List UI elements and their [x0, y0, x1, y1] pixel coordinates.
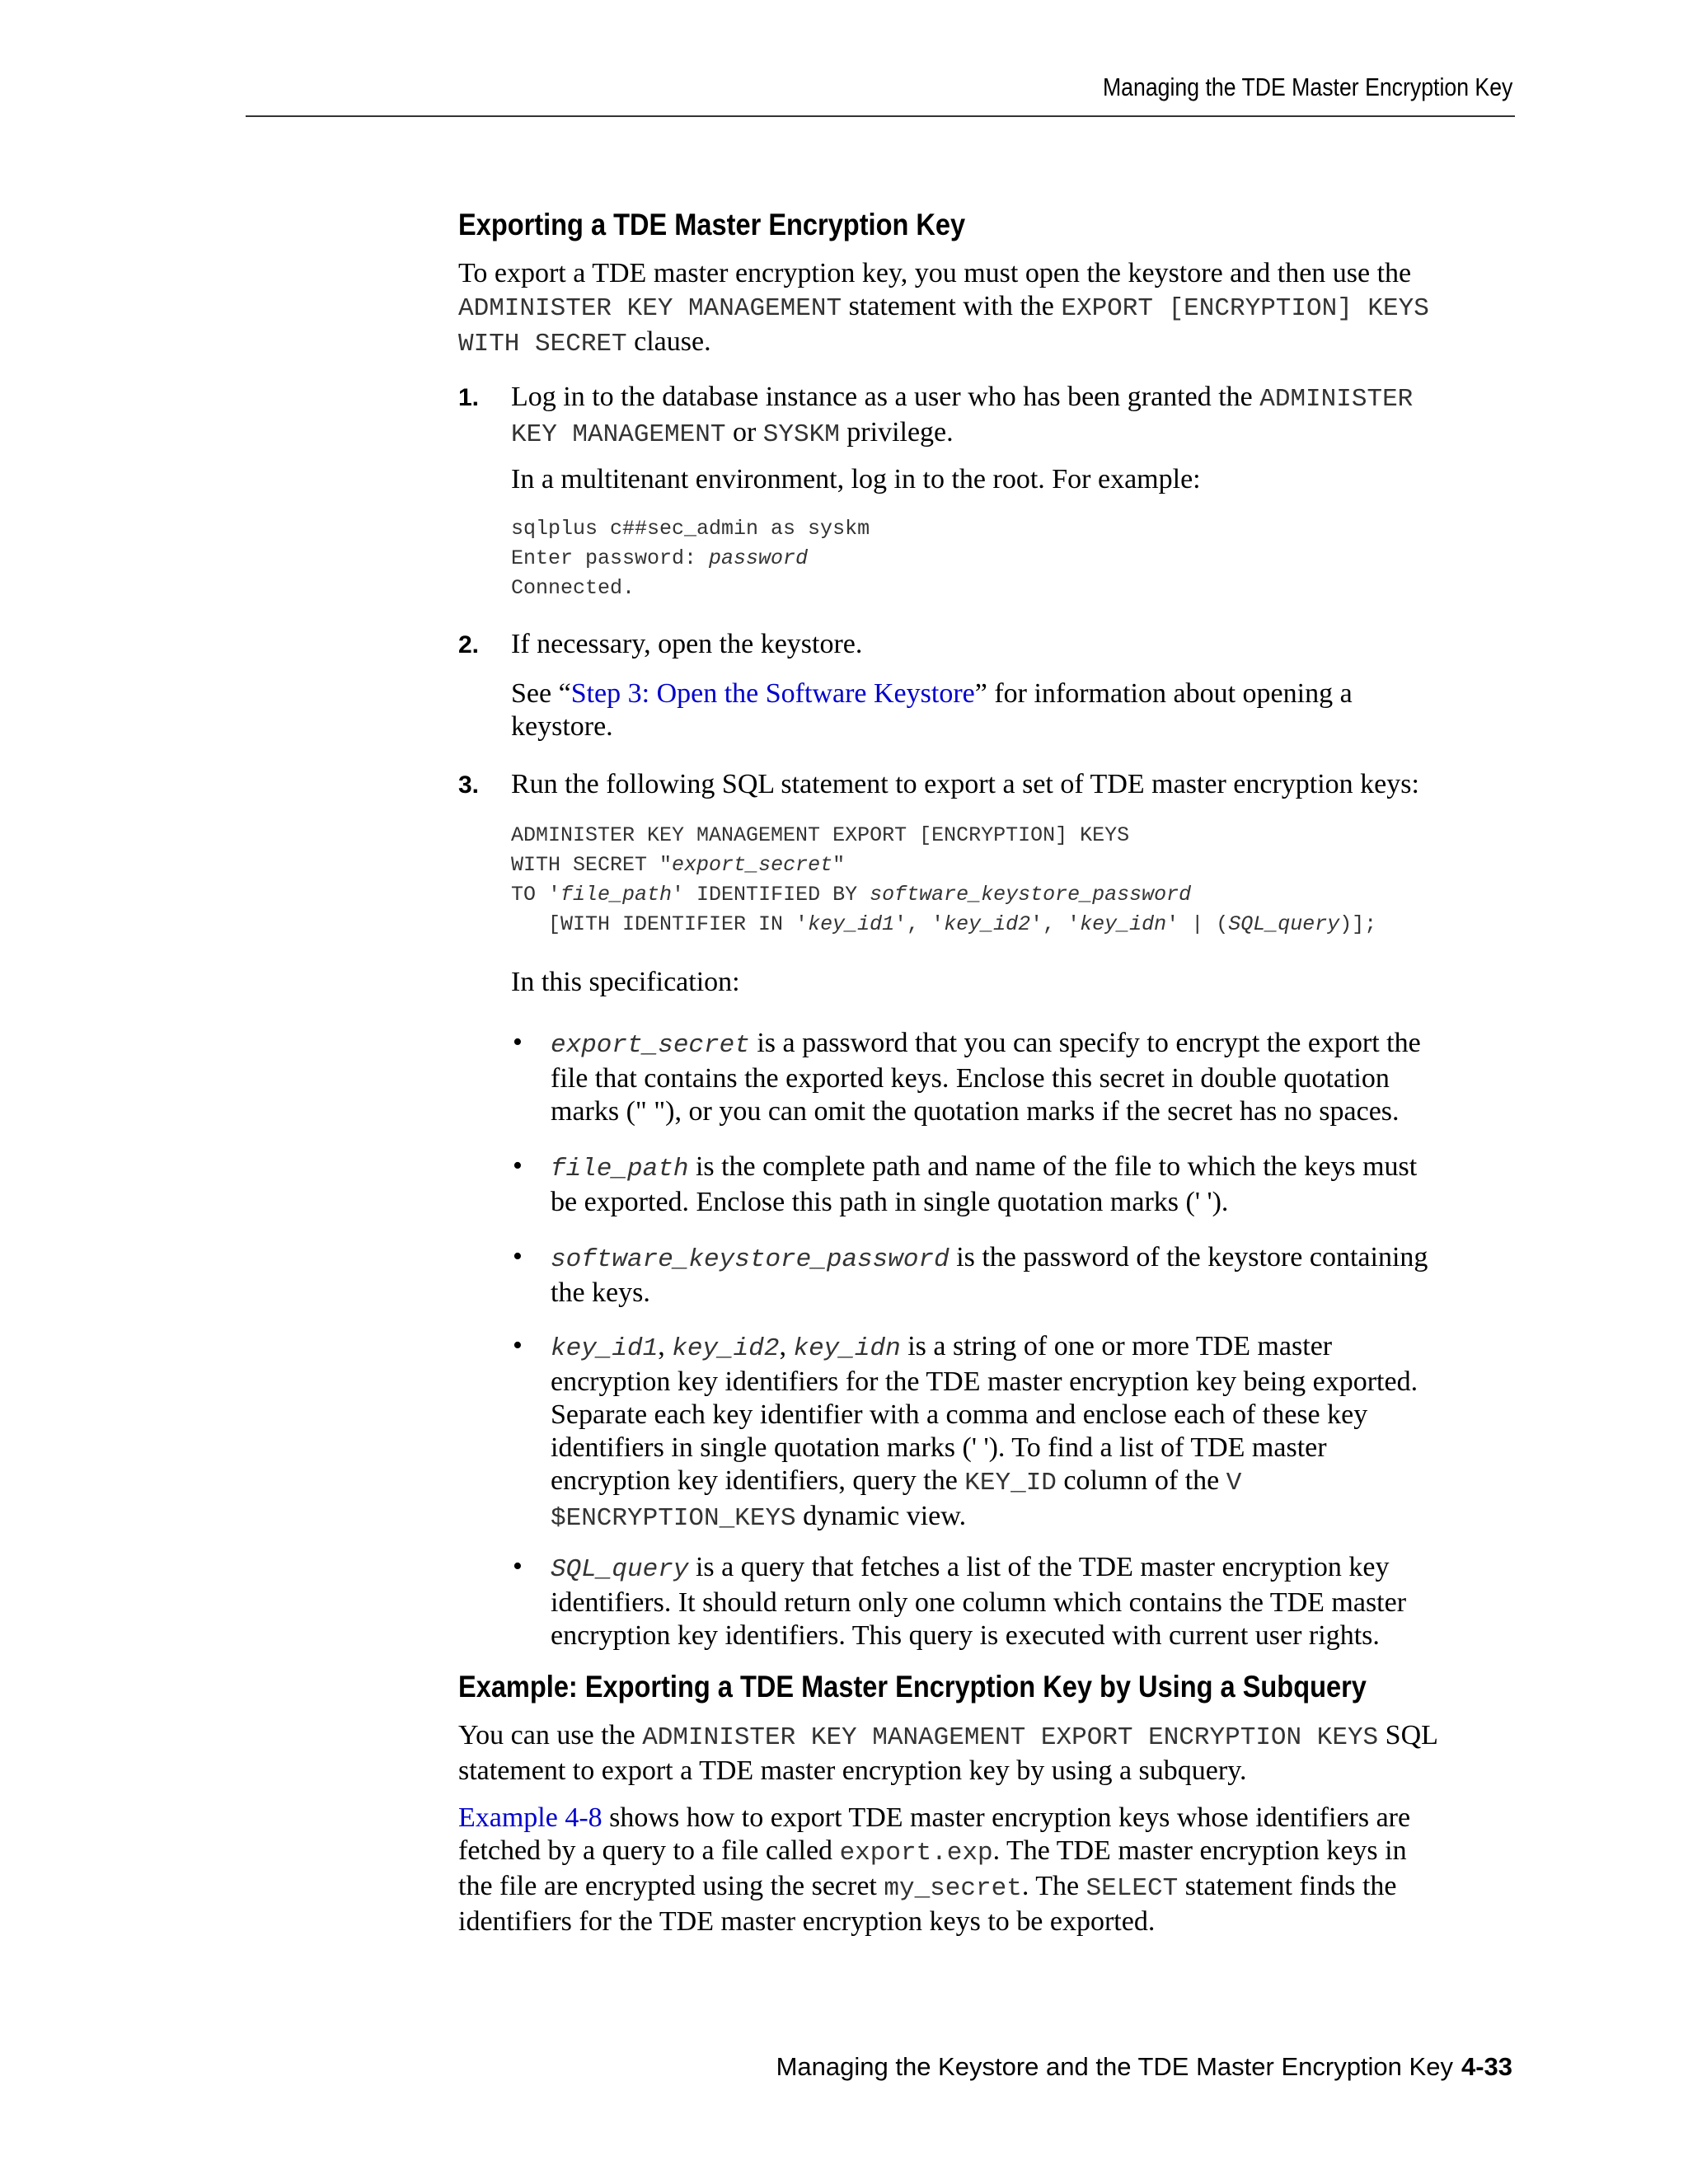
- section-heading-example: Example: Exporting a TDE Master Encryption Key by Using a Subquery: [458, 1670, 1367, 1704]
- step-1-text: Log in to the database instance as a user who has been granted the ADMINISTER KEY MANAGEMENT or SYSKM privilege.: [511, 382, 1414, 449]
- example-4-8-link[interactable]: Example 4-8: [458, 1802, 603, 1833]
- page-footer: [776, 2052, 1512, 2082]
- header-rule: [246, 115, 1515, 117]
- step-2-subtext: See “Step 3: Open the Software Keystore” for information about opening a keystore.: [511, 678, 1353, 742]
- bullet-marker: •: [513, 1027, 523, 1057]
- step-1-subtext: In a multitenant environment, log in to the root. For example:: [511, 464, 1201, 494]
- bullet-export-secret: export_secret is a password that you can specify to encrypt the export the file that contains the exported keys. Enclose this secret in double quotation marks (" "), or you can omit the quotation marks if the secret has no spaces.: [551, 1028, 1421, 1127]
- step-3-text: Run the following SQL statement to export a set of TDE master encryption keys:: [511, 769, 1419, 799]
- bullet-marker: •: [513, 1151, 523, 1181]
- spec-intro: In this specification:: [511, 967, 740, 997]
- running-header: Managing the TDE Master Encryption Key: [1102, 73, 1512, 101]
- section-heading-exporting: Exporting a TDE Master Encryption Key: [458, 208, 966, 241]
- footer-title: Managing the Keystore and the TDE Master Encryption Key: [776, 2052, 1453, 2081]
- code-block-export: ADMINISTER KEY MANAGEMENT EXPORT [ENCRYPTION] KEYS WITH SECRET "export_secret" TO 'file_path' IDENTIFIED BY software_keystore_password [WITH IDENTIFIER IN 'key_id1', 'key_id2', 'key_idn' | (SQL_query)];: [511, 823, 1377, 936]
- bullet-keystore-password: software_keystore_password is the password of the keystore containing the keys.: [551, 1242, 1428, 1308]
- bullet-marker: •: [513, 1551, 523, 1582]
- bullet-sql-query: SQL_query is a query that fetches a list of the TDE master encryption key identifiers. It should return only one column which contains the TDE master encryption key identifiers. This query is executed with current user rights.: [551, 1552, 1407, 1651]
- bullet-file-path: file_path is the complete path and name of the file to which the keys must be exported. Enclose this path in single quotation marks (' ').: [551, 1151, 1418, 1217]
- step-number: 1.: [458, 384, 480, 411]
- open-keystore-link[interactable]: Step 3: Open the Software Keystore: [570, 678, 975, 709]
- step-2-text: If necessary, open the keystore.: [511, 629, 863, 659]
- step-number: 3.: [458, 771, 480, 799]
- intro-paragraph: To export a TDE master encryption key, you must open the keystore and then use the ADMINISTER KEY MANAGEMENT statement with the EXPORT [ENCRYPTION] KEYS WITH SECRET clause.: [458, 258, 1429, 359]
- step-number: 2.: [458, 631, 480, 658]
- code-block-login: sqlplus c##sec_admin as syskm Enter password: password Connected.: [511, 517, 870, 600]
- bullet-marker: •: [513, 1241, 523, 1272]
- page-number: 4-33: [1461, 2052, 1512, 2081]
- example-paragraph-1: You can use the ADMINISTER KEY MANAGEMENT EXPORT ENCRYPTION KEYS SQL statement to export a TDE master encryption key by using a subquery.: [458, 1720, 1438, 1786]
- bullet-key-ids: key_id1, key_id2, key_idn is a string of one or more TDE master encryption key identifiers for the TDE master encryption key being exported. Separate each key identifier with a comma and enclose each of these key identifiers in single quotation marks (' '). To find a list of TDE master encryption key identifiers, query the KEY_ID column of the V $ENCRYPTION_KEYS dynamic view.: [551, 1331, 1418, 1533]
- bullet-marker: •: [513, 1330, 523, 1361]
- example-paragraph-2: Example 4-8 shows how to export TDE master encryption keys whose identifiers are fetched by a query to a file called export.exp. The TDE master encryption keys in the file are encrypted using the secret my_secret. The SELECT statement finds the identifiers for the TDE master encryption keys to be exported.: [458, 1802, 1411, 1937]
